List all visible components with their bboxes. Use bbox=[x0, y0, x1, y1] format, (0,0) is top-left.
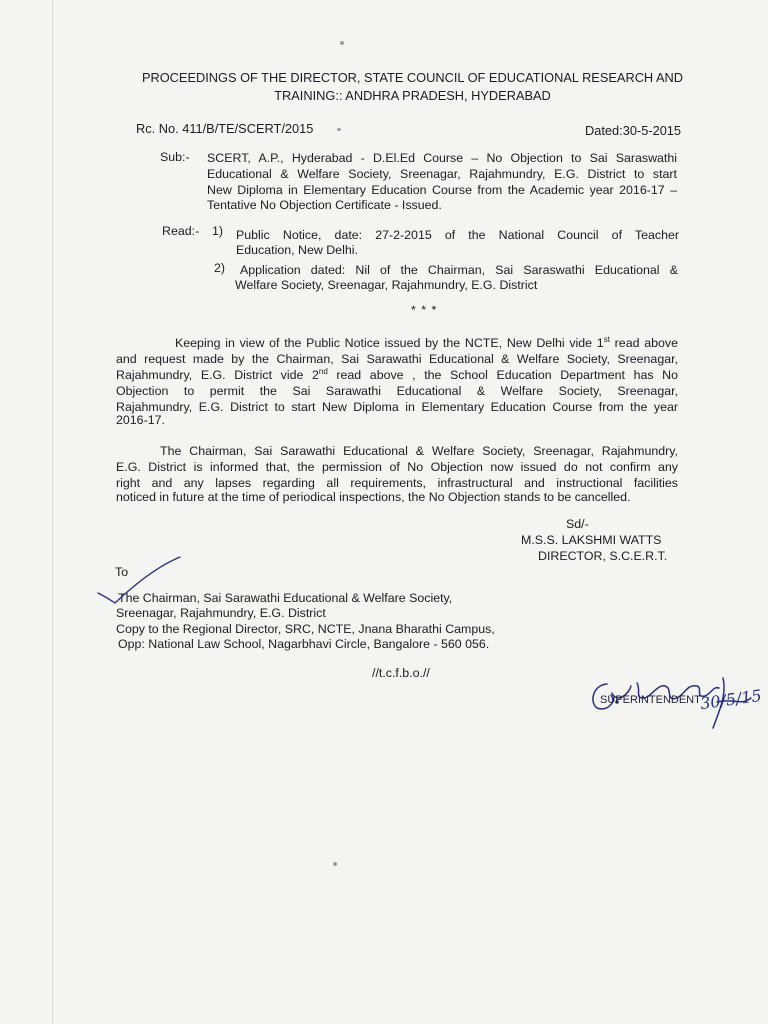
body-paragraph-1-line: Objection to permit the Sai Sarawathi Educational & Welfare Society, Sreenagar, bbox=[116, 384, 678, 398]
copy-to-line: Opp: National Law School, Nagarbhavi Circle, Bangalore - 560 056. bbox=[118, 637, 490, 651]
read-item-2-line: Application dated: Nil of the Chairman, Sai Saraswathi Educational & bbox=[240, 263, 678, 277]
scan-speck bbox=[333, 862, 337, 866]
read-item-1-line: Education, New Delhi. bbox=[236, 243, 358, 257]
recipient-line: The Chairman, Sai Sarawathi Educational & Welfare Society, bbox=[118, 591, 453, 605]
scan-speck bbox=[340, 41, 344, 45]
signatory-designation: DIRECTOR, S.C.E.R.T. bbox=[538, 549, 668, 563]
copy-to-line: Copy to the Regional Director, SRC, NCTE, Jnana Bharathi Campus, bbox=[116, 622, 495, 636]
signature-sd: Sd/- bbox=[566, 517, 589, 531]
read-item-number: 2) bbox=[214, 261, 226, 275]
subject-line: SCERT, A.P., Hyderabad - D.El.Ed Course – No Objection to Sai Saraswathi bbox=[207, 151, 677, 165]
forwarded-note: //t.c.f.b.o.// bbox=[372, 666, 430, 680]
read-item-1-line: Public Notice, date: 27-2-2015 of the National Council of Teacher bbox=[236, 228, 679, 242]
page-crease bbox=[52, 0, 53, 1024]
header-title-line2: TRAINING:: ANDHRA PRADESH, HYDERABAD bbox=[274, 88, 551, 103]
superintendent-stamp: SUPERINTENDENT bbox=[600, 694, 701, 706]
subject-line: Educational & Welfare Society, Sreenagar, Rajahmundry, E.G. District to start bbox=[207, 167, 677, 181]
body-paragraph-2-line: The Chairman, Sai Sarawathi Educational & Welfare Society, Sreenagar, Rajahmundry, bbox=[160, 444, 678, 458]
subject-line: Tentative No Objection Certificate - Issued. bbox=[207, 198, 442, 212]
body-paragraph-1-line: Keeping in view of the Public Notice issued by the NCTE, New Delhi vide 1st read above bbox=[175, 334, 678, 350]
handwritten-date: 30/5/15 bbox=[698, 685, 763, 714]
body-paragraph-1-line: Rajahmundry, E.G. District to start New Diploma in Elementary Education Course from the year bbox=[116, 400, 678, 414]
reference-number: Rc. No. 411/B/TE/SCERT/2015 bbox=[136, 121, 314, 136]
subject-line: New Diploma in Elementary Education Course from the Academic year 2016-17 – bbox=[207, 183, 677, 197]
scan-speck bbox=[337, 128, 341, 131]
pen-tick-mark bbox=[96, 553, 186, 605]
section-separator: * * * bbox=[411, 303, 438, 317]
body-paragraph-1-line: and request made by the Chairman, Sai Sarawathi Educational & Welfare Society, Sreenagar, bbox=[116, 352, 678, 366]
read-item-number: 1) bbox=[212, 224, 224, 238]
read-item-2-line: Welfare Society, Sreenagar, Rajahmundry, E.G. District bbox=[235, 278, 538, 292]
header-title-line1: PROCEEDINGS OF THE DIRECTOR, STATE COUNCIL OF EDUCATIONAL RESEARCH AND bbox=[141, 70, 684, 85]
read-label: Read:- bbox=[162, 224, 200, 238]
body-paragraph-1-line: 2016-17. bbox=[116, 413, 165, 427]
body-paragraph-1-line: Rajahmundry, E.G. District vide 2nd read above , the School Education Department has No bbox=[116, 366, 678, 382]
signatory-name: M.S.S. LAKSHMI WATTS bbox=[521, 533, 662, 547]
recipient-line: Sreenagar, Rajahmundry, E.G. District bbox=[116, 606, 326, 620]
body-paragraph-2-line: noticed in future at the time of periodical inspections, the No Objection stands to be cancelled. bbox=[116, 490, 631, 504]
body-paragraph-2-line: E.G. District is informed that, the permission of No Objection now issued do not confirm any bbox=[116, 460, 678, 474]
body-paragraph-2-line: right and any lapses regarding all requirements, infrastructural and instructional facilities bbox=[116, 476, 678, 490]
subject-label: Sub:- bbox=[160, 150, 190, 164]
document-date: Dated:30-5-2015 bbox=[585, 123, 682, 138]
to-label: To bbox=[115, 565, 129, 579]
